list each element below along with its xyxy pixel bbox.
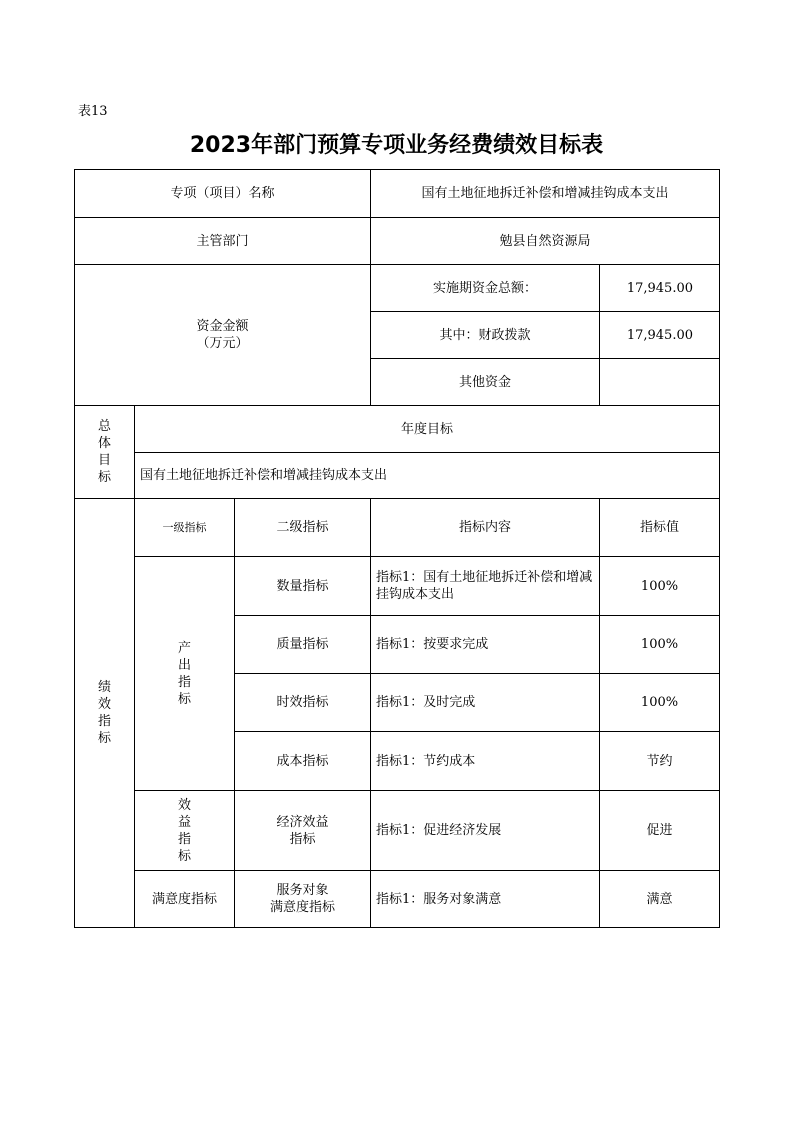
value-cell: 100% [600,557,720,616]
value-cell: 100% [600,674,720,732]
level2-cell: 数量指标 [235,557,371,616]
content-cell: 指标1：国有土地征地拆迁补偿和增减挂钩成本支出 [371,557,600,616]
funds-total-value: 17,945.00 [600,265,720,312]
funds-fiscal-value: 17,945.00 [600,312,720,359]
value-cell: 满意 [600,871,720,928]
annual-goal-content: 国有土地征地拆迁补偿和增减挂钩成本支出 [135,453,720,499]
project-name-label: 专项（项目）名称 [75,170,371,218]
value-cell: 节约 [600,732,720,791]
funds-label: 资金金额 （万元） [75,265,371,406]
performance-target-table [74,169,720,928]
funds-other-label: 其他资金 [371,359,600,406]
benefit-indicator-label: 效益指标 [135,791,235,871]
value-cell: 促进 [600,791,720,871]
value-cell: 100% [600,616,720,674]
dept-label: 主管部门 [75,218,371,265]
level2-cell: 时效指标 [235,674,371,732]
perf-indicator-label: 绩效指标 [75,499,135,928]
overall-goal-label: 总体目标 [75,406,135,499]
output-indicator-label: 产出指标 [135,557,235,791]
funds-other-value [600,359,720,406]
content-cell: 指标1：按要求完成 [371,616,600,674]
level2-cell: 经济效益 指标 [235,791,371,871]
satisfaction-indicator-label: 满意度指标 [135,871,235,928]
dept-value: 勉县自然资源局 [371,218,720,265]
level2-cell: 成本指标 [235,732,371,791]
funds-total-label: 实施期资金总额： [371,265,600,312]
annual-goal-header: 年度目标 [135,406,720,453]
content-cell: 指标1：节约成本 [371,732,600,791]
table-number: 表13 [78,104,108,119]
funds-fiscal-label: 其中：财政拨款 [371,312,600,359]
content-cell: 指标1：服务对象满意 [371,871,600,928]
content-header: 指标内容 [371,499,600,557]
page-title: 2023年部门预算专项业务经费绩效目标表 [189,133,604,158]
value-header: 指标值 [600,499,720,557]
level2-cell: 质量指标 [235,616,371,674]
level1-header: 一级指标 [135,499,235,557]
project-name-value: 国有土地征地拆迁补偿和增减挂钩成本支出 [371,170,720,218]
level2-cell: 服务对象 满意度指标 [235,871,371,928]
level2-header: 二级指标 [235,499,371,557]
content-cell: 指标1：促进经济发展 [371,791,600,871]
content-cell: 指标1：及时完成 [371,674,600,732]
